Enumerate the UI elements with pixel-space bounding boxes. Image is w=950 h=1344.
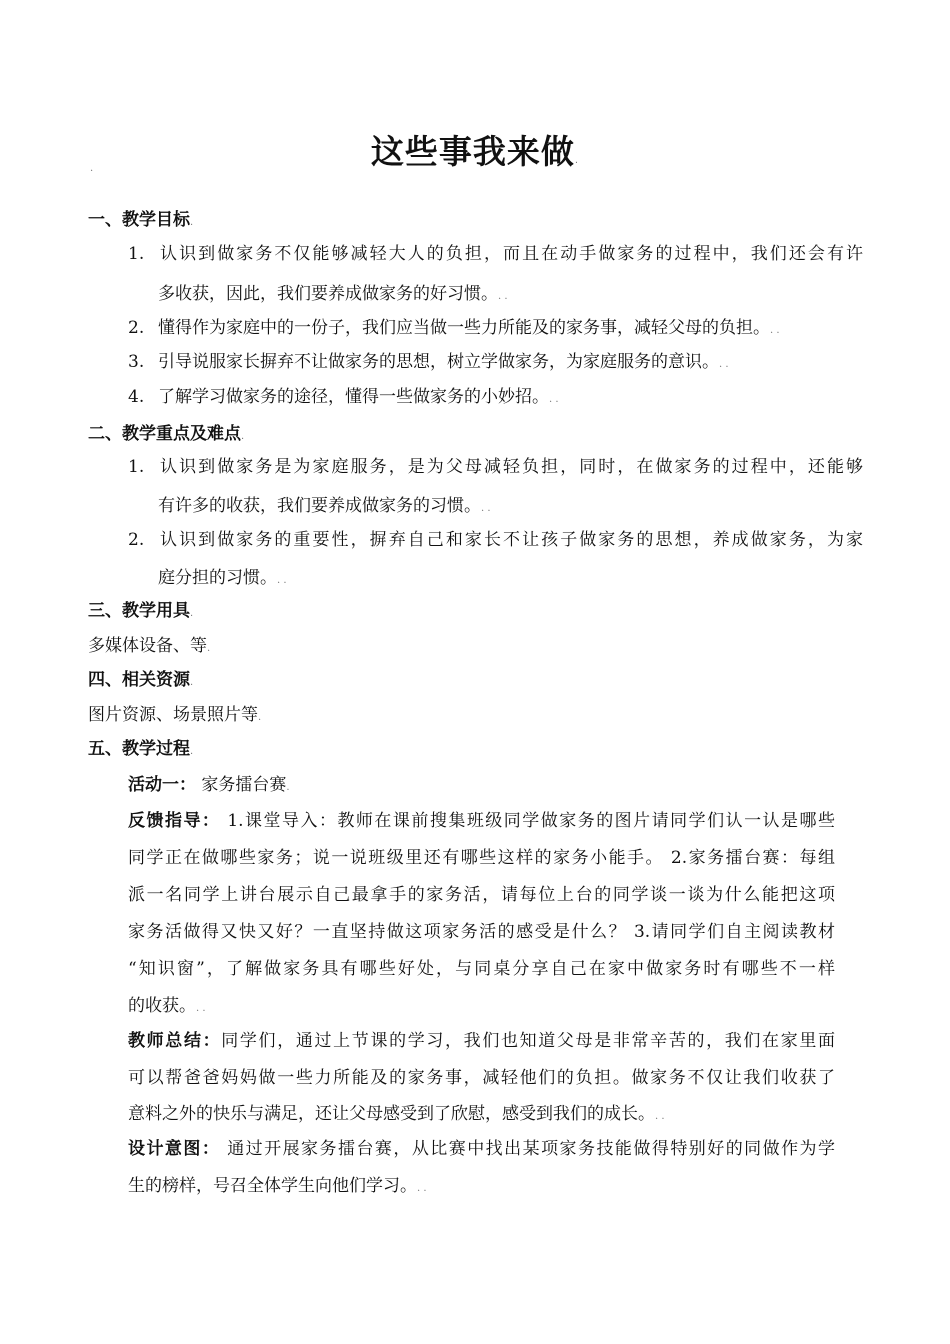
list-item: 1. 认识到做家务是为家庭服务，是为父母减轻负担，同时，在做家务的过程中，还能够	[128, 457, 863, 477]
summary-line: 意料之外的快乐与满足，还让父母感受到了欣慰，感受到我们的成长。. .	[128, 1104, 665, 1124]
feedback-line: 家务活做得又快又好？一直坚持做这项家务活的感受是什么？ 3.请同学们自主阅读教材	[128, 922, 835, 942]
feedback-line: 派一名同学上讲台展示自己最拿手的家务活，请每位上台的同学谈一谈为什么能把这项	[128, 885, 835, 905]
feedback-line: 的收获。. .	[128, 996, 206, 1016]
section-heading-4: 四、相关资源.	[88, 670, 194, 690]
list-item: 1. 认识到做家务不仅能够减轻大人的负担，而且在动手做家务的过程中，我们还会有许	[128, 244, 863, 264]
section-heading-5: 五、教学过程.	[88, 739, 194, 759]
list-item: 3. 引导说服家长摒弃不让做家务的思想，树立学做家务，为家庭服务的意识。. .	[128, 352, 729, 372]
feedback-line: 同学正在做哪些家务；说一说班级里还有哪些这样的家务小能手。 2.家务擂台赛：每组	[128, 848, 835, 868]
summary-line: 教师总结：同学们，通过上节课的学习，我们也知道父母是非常辛苦的，我们在家里面	[128, 1031, 836, 1051]
activity-line: 活动一： 家务擂台赛.	[128, 775, 290, 795]
design-line: 生的榜样，号召全体学生向他们学习。. .	[128, 1176, 427, 1196]
list-item: 4. 了解学习做家务的途径，懂得一些做家务的小妙招。. .	[128, 387, 559, 407]
design-line: 设计意图： 通过开展家务擂台赛，从比赛中找出某项家务技能做得特别好的同做作为学	[128, 1139, 836, 1159]
list-item-continuation: 有许多的收获，我们要养成做家务的习惯。. .	[158, 496, 491, 516]
section-text: 多媒体设备、等.	[88, 636, 211, 656]
section-heading-1: 一、教学目标.	[88, 210, 194, 230]
feedback-line: “知识窗”，了解做家务具有哪些好处，与同桌分享自己在家中做家务时有哪些不一样	[128, 959, 835, 979]
list-item: 2. 认识到做家务的重要性，摒弃自己和家长不让孩子做家务的思想，养成做家务，为家	[128, 530, 863, 550]
list-item-continuation: 多收获，因此，我们要养成做家务的好习惯。. .	[158, 284, 508, 304]
page-title: 这些事我来做.	[370, 132, 580, 171]
feedback-line: 反馈指导： 1.课堂导入：教师在课前搜集班级同学做家务的图片请同学们认一认是哪些	[128, 811, 836, 831]
summary-line: 可以帮爸爸妈妈做一些力所能及的家务事，减轻他们的负担。做家务不仅让我们收获了	[128, 1068, 835, 1088]
list-item-continuation: 庭分担的习惯。. .	[158, 568, 287, 588]
section-heading-2: 二、教学重点及难点.	[88, 424, 245, 444]
section-text: 图片资源、场景照片等.	[88, 705, 262, 725]
section-heading-3: 三、教学用具.	[88, 601, 194, 621]
paragraph-mark: .	[90, 163, 94, 174]
list-item: 2. 懂得作为家庭中的一份子，我们应当做一些力所能及的家务事，减轻父母的负担。. .	[128, 318, 780, 338]
